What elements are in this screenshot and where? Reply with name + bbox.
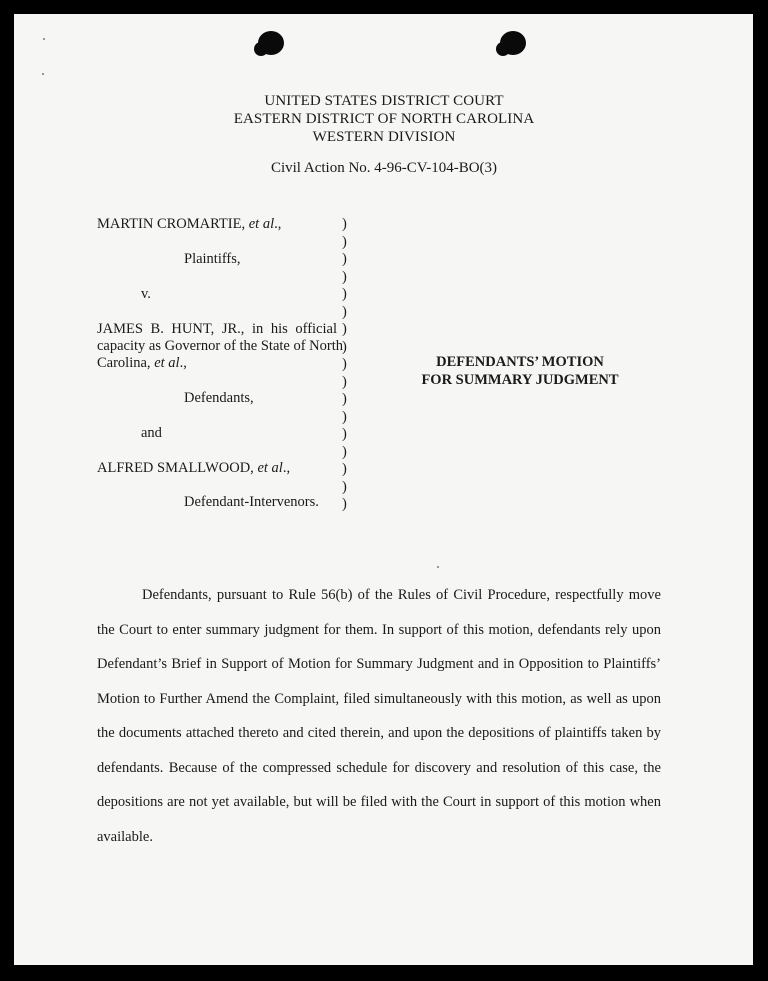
paren: ): [342, 496, 347, 512]
defendant-line-3-text: Carolina,: [97, 355, 151, 371]
speck-mark: [42, 73, 44, 75]
plaintiff-name-text: MARTIN CROMARTIE,: [97, 216, 246, 232]
plaintiffs-label: Plaintiffs,: [184, 251, 241, 267]
punch-hole-right-icon: [496, 30, 528, 58]
motion-body: [97, 578, 661, 854]
speck-mark: [437, 566, 439, 568]
paren: ): [342, 391, 347, 407]
intervenor-etal: et al: [257, 460, 283, 476]
paren: ): [342, 478, 347, 495]
paren: ): [342, 321, 347, 337]
paren: ): [342, 233, 347, 250]
intervenor-name-text: ALFRED SMALLWOOD,: [97, 460, 254, 476]
paren: ): [342, 216, 347, 232]
plaintiff-suffix: .,: [274, 216, 282, 232]
paren: ): [342, 373, 347, 390]
court-line-1: UNITED STATES DISTRICT COURT: [264, 93, 504, 109]
defendant-suffix: .,: [179, 355, 187, 371]
civil-action-number: Civil Action No. 4-96-CV-104-BO(3): [270, 160, 498, 176]
paren: ): [342, 356, 347, 372]
defendant-line-3: [97, 355, 187, 373]
intervenor-name: [97, 460, 290, 478]
and-label: and: [141, 425, 162, 441]
punch-hole-left-icon: [254, 30, 286, 58]
motion-title-line-2: FOR SUMMARY JUDGMENT: [421, 372, 619, 388]
caption-parentheses: [342, 216, 347, 514]
defendant-line-2: capacity as Governor of the State of North: [97, 338, 344, 354]
intervenor-suffix: .,: [282, 460, 291, 476]
paren: ): [342, 338, 347, 355]
paren: ): [342, 461, 347, 477]
court-line-2: EASTERN DISTRICT OF NORTH CAROLINA: [233, 111, 535, 127]
motion-paragraph: Defendants, pursuant to Rule 56(b) of the Rules of Civil Procedure, respectfully move the Court to enter summary judgment for them. In support of this motion, defendants rely upon Defendant’s Brief in Support of Motion for Summary Judgment and in Opposition to Plaintiffs’ Motion to Further Amend the Complaint, filed simultaneously with this motion, as well as upon the documents attached thereto and cited therein, and upon the depositions of plaintiffs taken by defendants. Because of the compressed schedule for discovery and resolution of this case, the depositions are not yet available, but will be filed with the Court in support of this motion when available.: [97, 587, 661, 845]
defendant-line-1: JAMES B. HUNT, JR., in his official: [97, 321, 337, 337]
paren: ): [342, 303, 347, 320]
court-line-3: WESTERN DIVISION: [312, 129, 456, 145]
defendant-etal: et al: [154, 355, 180, 371]
speck-mark: [43, 38, 45, 40]
plaintiff-etal: et al: [248, 216, 275, 232]
paren: ): [342, 268, 347, 285]
versus-label: v.: [141, 286, 151, 302]
plaintiff-name: [97, 216, 281, 234]
paren: ): [342, 443, 347, 460]
paren: ): [342, 286, 347, 302]
defendants-label: Defendants,: [184, 390, 254, 406]
motion-title-line-1: DEFENDANTS’ MOTION: [436, 354, 604, 370]
paren: ): [342, 408, 347, 425]
paren: ): [342, 426, 347, 442]
motion-title: [390, 353, 650, 389]
paren: ): [342, 251, 347, 267]
intervenors-label: Defendant-Intervenors.: [184, 494, 319, 510]
